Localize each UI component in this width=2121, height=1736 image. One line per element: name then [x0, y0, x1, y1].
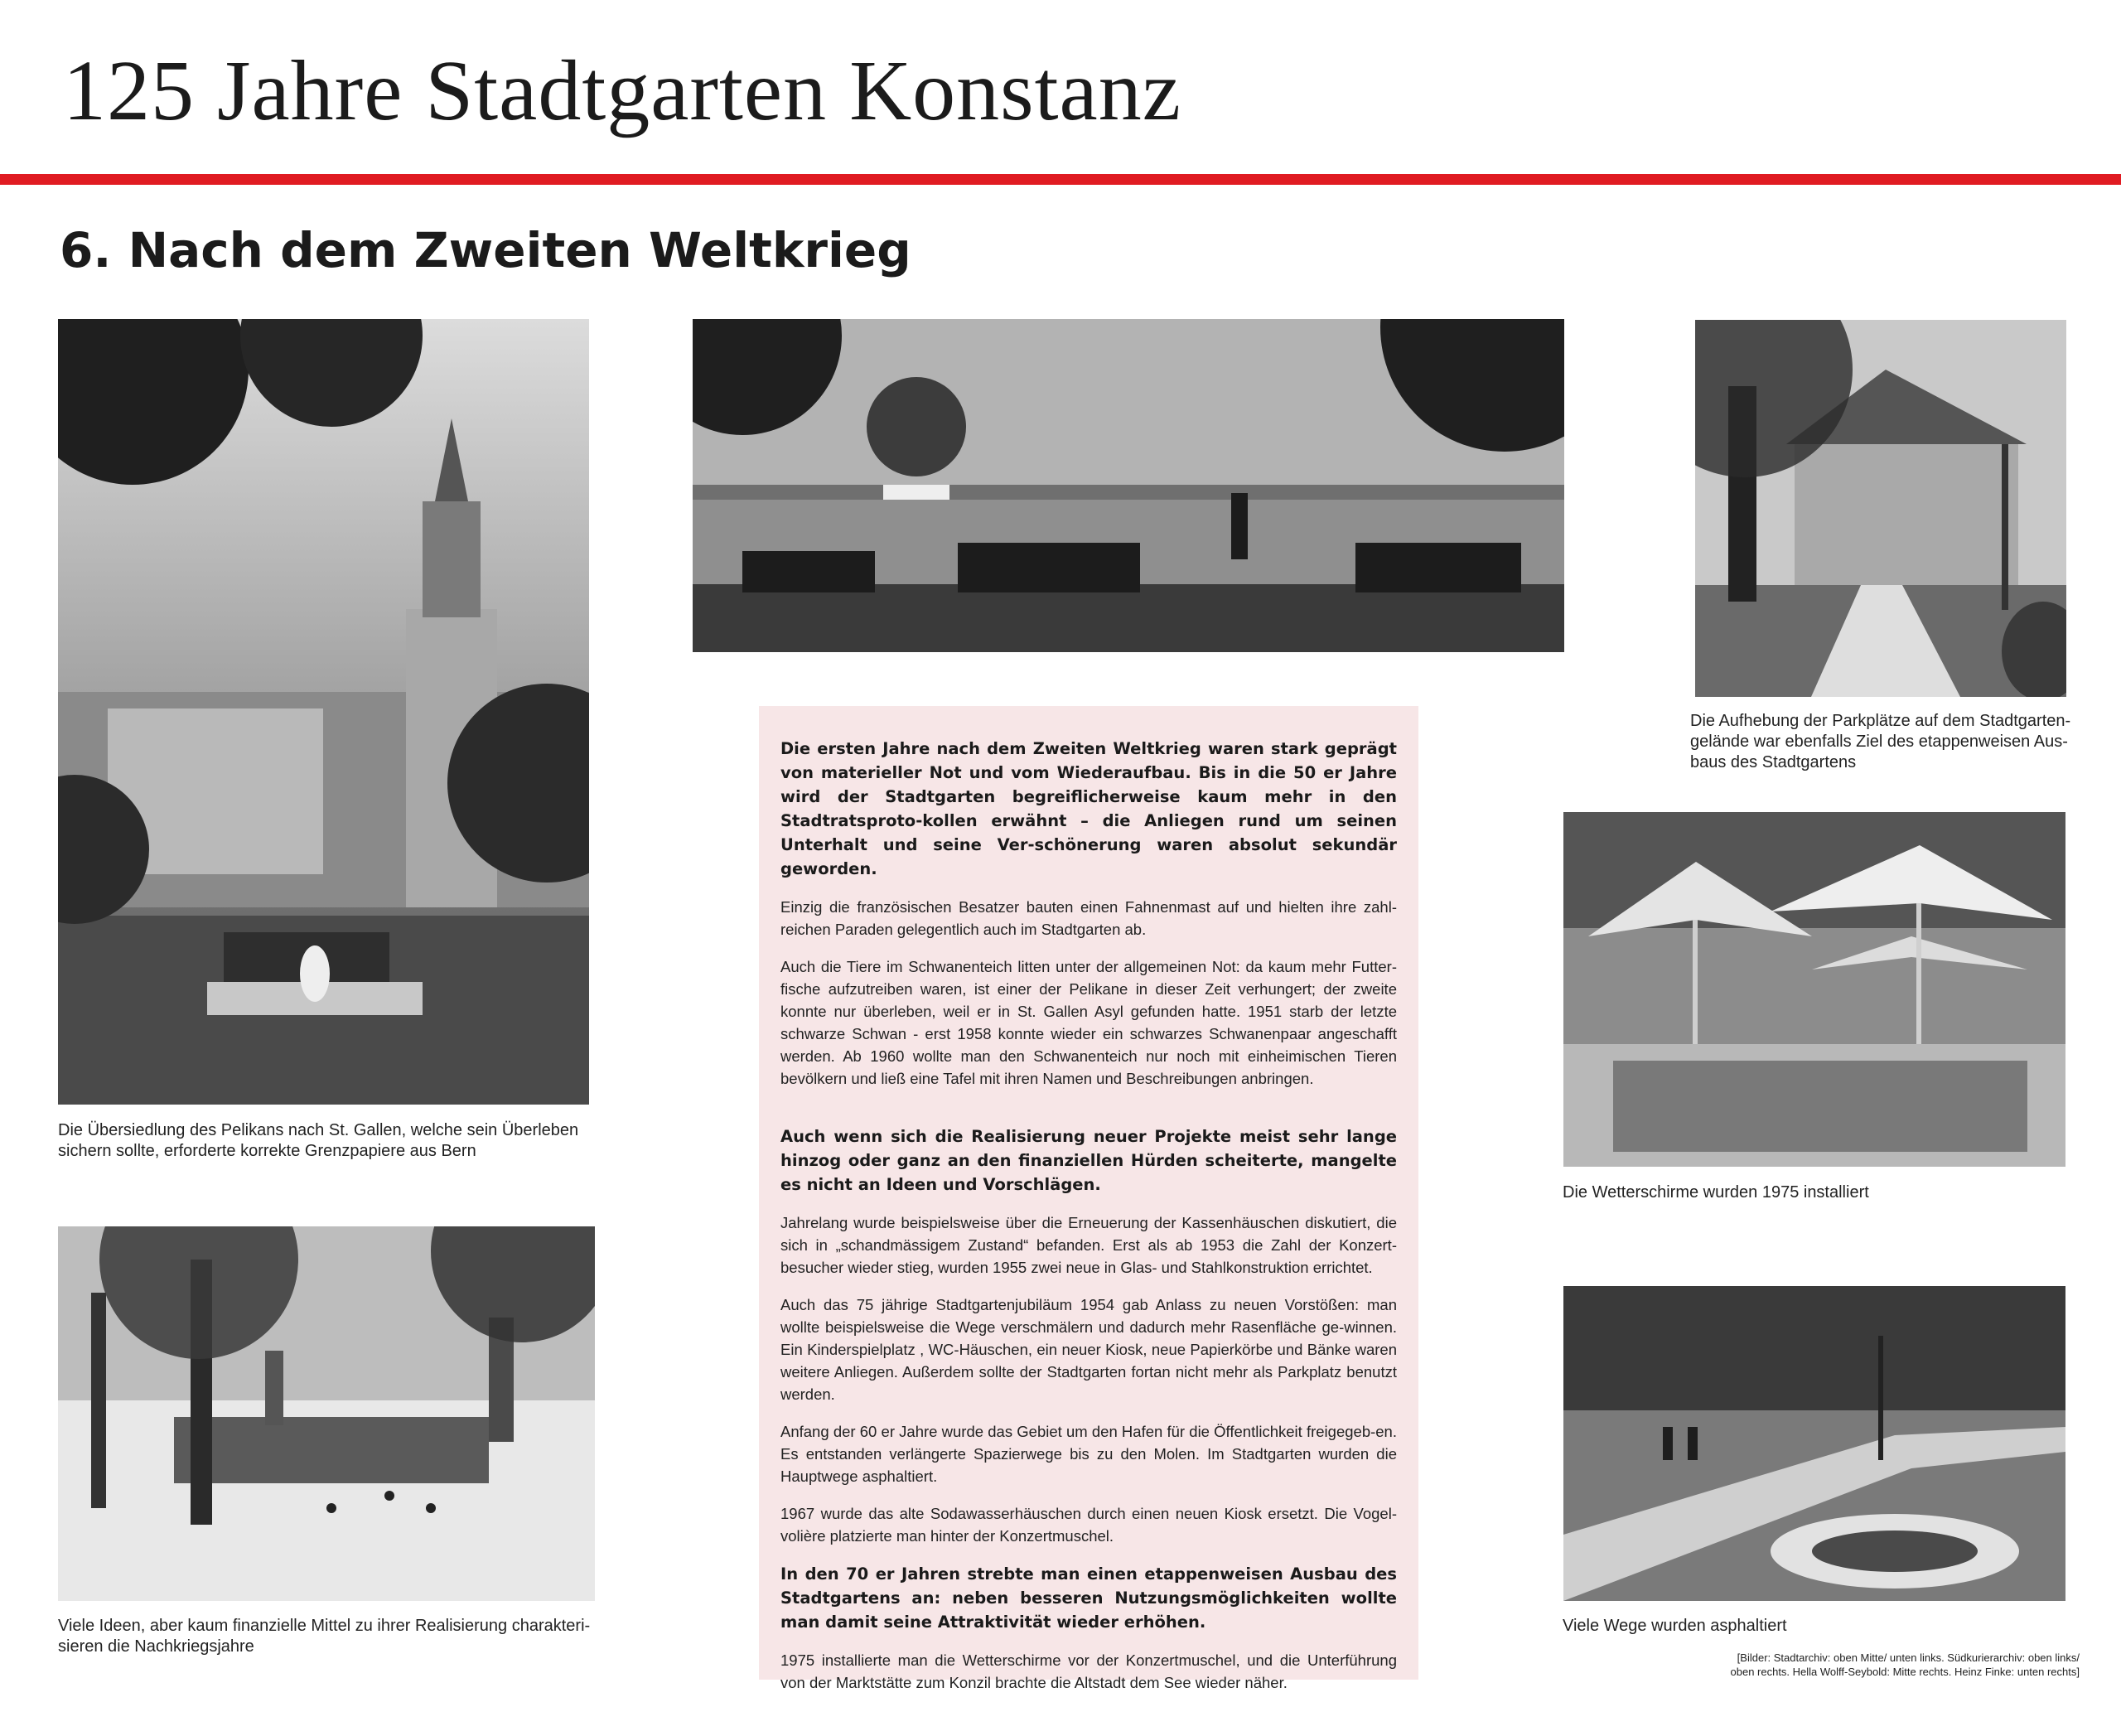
photo-asphalt-paths	[1563, 1286, 2065, 1601]
credits-line-1: [Bilder: Stadtarchiv: oben Mitte/ unten links. Südkurierarchiv: oben links/	[1737, 1651, 2080, 1664]
paragraph-2: Auch die Tiere im Schwanenteich litten unter der allgemeinen Not: da kaum mehr Futter-fische aufzutreiben waren, ist einer der Pelikane in dieser Zeit verhungert; der zweite konnte nur überleben, weil er in St. Gallen Asyl gefunden hatte. 1951 starb der letzte schwarze Schwan - erst 1958 konnte wieder ein schwarzes Schwanenpaar angeschafft werden. Ab 1960 wollte man den Schwanenteich nur noch mit einheimischen Tieren bevölkern und ließ eine Tafel mit ihren Namen und Beschreibungen anbringen.	[780, 958, 1397, 1087]
page-title: 125 Jahre Stadtgarten Konstanz	[63, 43, 1181, 138]
section-title: 6. Nach dem Zweiten Weltkrieg	[60, 222, 911, 278]
lead-paragraph-1: Die ersten Jahre nach dem Zweiten Weltkrieg waren stark geprägt von materieller Not und vom Wiederaufbau. Bis in die 50 er Jahre wird der Stadtgarten begreiflicherweise kaum mehr in den Stadtratsproto-kollen erwähnt – die Anliegen rund um seinen Unterhalt und seine Ver-schönerung waren absolut sekundär geworden.	[780, 739, 1397, 878]
caption-church-pelican: Die Übersiedlung des Pelikans nach St. Gallen, welche sein Überleben sichern sollte, erforderte korrekte Grenzpapiere aus Bern	[58, 1121, 579, 1160]
photo-winter-park	[58, 1226, 595, 1601]
caption-winter-park: Viele Ideen, aber kaum finanzielle Mittel zu ihrer Realisierung charakteri-sieren die Nachkriegsjahre	[58, 1617, 591, 1656]
caption-asphalt-paths: Viele Wege wurden asphaltiert	[1563, 1617, 1787, 1635]
photo-path-building	[1695, 320, 2066, 697]
lead-paragraph-3: In den 70 er Jahren strebte man einen etappenweisen Ausbau des Stadtgartens an: neben besseren Nutzungsmöglichkeiten wollte man damit seine Attraktivität wieder erhöhen.	[780, 1564, 1397, 1632]
paragraph-7: 1975 installierte man die Wetterschirme vor der Konzertmuschel, und die Unterführung von der Marktstätte zum Konzil brachte die Altstadt dem See wieder näher.	[780, 1651, 1397, 1691]
paragraph-1: Einzig die französischen Besatzer bauten einen Fahnenmast auf und hielten ihre zahl-reichen Paraden gelegentlich auch im Stadtgarten ab.	[780, 898, 1397, 938]
lead-paragraph-2: Auch wenn sich die Realisierung neuer Projekte meist sehr lange hinzog oder ganz an den finanziellen Hürden scheiterte, mangelte es nicht an Ideen und Vorschlägen.	[780, 1127, 1397, 1194]
paragraph-6: 1967 wurde das alte Sodawasserhäuschen durch einen neuen Kiosk ersetzt. Die Vogel-volière platzierte man hinter der Konzertmuschel.	[780, 1505, 1397, 1545]
main-text-box	[759, 706, 1418, 1691]
title-rule	[0, 174, 2121, 185]
paragraph-3: Jahrelang wurde beispielsweise über die Erneuerung der Kassenhäuschen diskutiert, die sich in „schandmässigem Zustand“ befanden. Erst als ab 1953 die Zahl der Konzert-besucher wieder stieg, wurden 1955 zwei neue in Glas- und Stahlkonstruktion errichtet.	[780, 1214, 1397, 1276]
paragraph-5: Anfang der 60 er Jahre wurde das Gebiet um den Hafen für die Öffentlichkeit freigegeb-en. Es entstanden verlängerte Spazierwege bis zu den Molen. Im Stadtgarten wurden die Hauptwege asphaltiert.	[780, 1423, 1397, 1485]
photo-weather-umbrellas	[1563, 812, 2065, 1167]
credits-line-2: oben rechts. Hella Wolff-Seybold: Mitte rechts. Heinz Finke: unten rechts]	[1730, 1666, 2080, 1678]
caption-path-building: Die Aufhebung der Parkplätze auf dem Stadtgarten-gelände war ebenfalls Ziel des etappenweisen Aus-baus des Stadtgartens	[1690, 712, 2071, 771]
paragraph-4: Auch das 75 jährige Stadtgartenjubiläum 1954 gab Anlass zu neuen Vorstößen: man wollte beispielsweise die Wege verschmälern und dadurch mehr Rasenfläche ge-winnen. Ein Kinderspielplatz , WC-Häuschen, ein neuer Kiosk, neue Papierkörbe und Bänke waren weitere Anliegen. Außerdem sollte der Stadtgarten fortan nicht mehr als Parkplatz benutzt werden.	[780, 1296, 1397, 1403]
photo-church-pelican	[58, 319, 589, 1105]
photo-lakeshore-benches	[693, 319, 1564, 652]
image-credits	[1624, 1651, 2080, 1679]
caption-weather-umbrellas: Die Wetterschirme wurden 1975 installiert	[1563, 1183, 1869, 1202]
